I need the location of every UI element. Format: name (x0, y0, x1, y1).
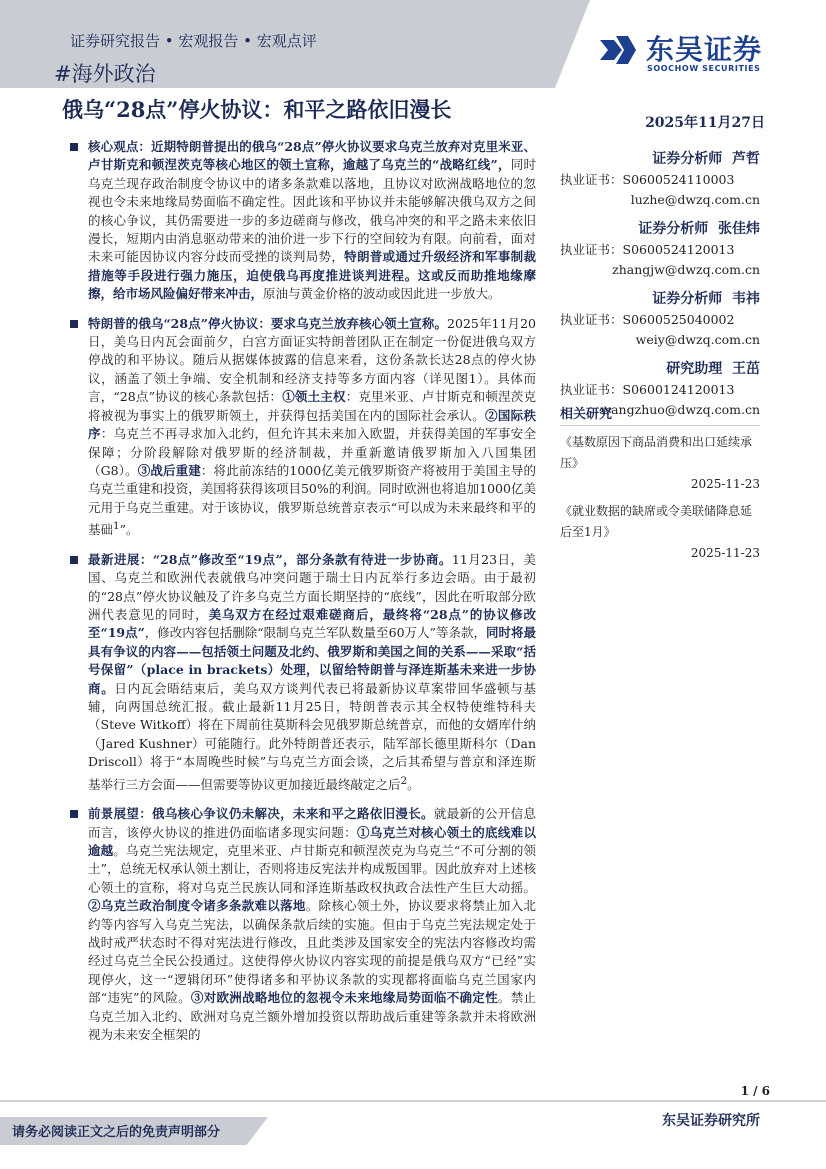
license-number: S0600124120013 (622, 382, 735, 397)
body-text: ：将此前冻结的1000亿美元俄罗斯资产将被用于美国主导的乌克兰重建和投资，美国将获得该项目50%的利润。同时欧洲也将追加1000亿美元用于乌克兰重建。对于该协议，俄罗斯总统普京表示“可以成为未来最终和平的基础 (88, 462, 536, 538)
analyst-card (560, 218, 760, 280)
section-core-view (70, 138, 536, 304)
numbered-point: ③战后重建 (137, 462, 201, 478)
body-text: 同时乌克兰现存政治制度令协议中的诸多条款难以落地，且协议对欧洲战略地位的忽视也令未来地缘局势面临不确定性。因此该和平协议并未能够解决俄乌双方之间的核心争议，其仍需要进一步的多边磋商与修改，俄乌冲突的和平之路未来依旧漫长，短期内由消息驱动带来的油价进一步下行的空间较为有限。向前看，面对未来可能因协议内容分歧而受挫的谈判局势， (88, 157, 536, 265)
header-band-diagonal (520, 0, 590, 88)
analyst-license (560, 310, 760, 330)
footer-org: 东吴证券研究所 (662, 1113, 760, 1129)
footer-disclaimer: 请务必阅读正文之后的免责声明部分 (12, 1125, 221, 1140)
analyst-role: 证券分析师 (652, 291, 723, 307)
license-number: S0600524110003 (622, 172, 735, 187)
page-number: 1 / 6 (740, 1084, 770, 1098)
analyst-card (560, 148, 760, 210)
section-lead: 核心观点： (88, 139, 152, 154)
analyst-role: 研究助理 (666, 361, 723, 377)
analyst-name: 韦祎 (732, 291, 760, 307)
logo-name-en: SOOCHOW SECURITIES (647, 64, 761, 73)
analyst-email[interactable]: luzhe@dwzq.com.cn (630, 192, 760, 207)
section-latest (70, 551, 536, 794)
highlight-text: 同时将最具有争议的内容——包括领土问题及北约、俄罗斯和美国之间的关系——采取“括号保留”（place in brackets）处理，以留给特朗普与泽连斯基未来进一步协商。 (88, 625, 536, 696)
highlight-text: 美乌双方在经过艰难磋商后，最终将“28点”的协议修改至“19点” (88, 606, 536, 641)
license-label: 执业证书： (560, 312, 623, 327)
body-text: 。除核心领土外，协议要求将禁止加入北约等内容写入乌克兰宪法，以确保条款后续的实施。但由于乌克兰宪法规定处于战时戒严状态时不得对宪法进行修改，且此类涉及国家安全的宪法内容修改均需经过乌克兰全民公投通过。这使得停火协议内容实现的前提是俄乌双方“已经”实现停火，这一“逻辑闭环”使得诸多和平协议条款的实现都将面临乌克兰国家内部“违宪”的风险。 (88, 898, 536, 1006)
report-title: 俄乌“28点”停火协议：和平之路依旧漫长 (62, 97, 452, 122)
footer-divider (0, 1100, 826, 1102)
body-text: 11月23日，美国、乌克兰和欧洲代表就俄乌冲突问题于瑞士日内瓦举行多边会晤。由于最初的“28点”停火协议触及了许多乌克兰方面长期坚持的“底线”，因此在听取部分欧洲代表意见的同时， (88, 551, 537, 622)
body-text: 日内瓦会晤结束后，美乌双方谈判代表已将最新协议草案带回华盛顿与基辅，向两国总统汇报。截止最新11月25日，特朗普表示其全权特使维特科夫（Steve Witkoff）将在下周前往莫斯科会见俄罗斯总统普京，而他的女婿库什纳（Jared Kushner）可能随行。此外特朗普还表示，陆军部长德里斯科尔（Dan Driscoll）将于“本周晚些时候”与乌克兰方面会谈，之后其希望与普京和泽连斯基举行三方会面——但需要等协议更加接近最终敲定之后 (88, 680, 536, 792)
report-date: 2025年11月27日 (645, 115, 765, 131)
related-research (560, 404, 760, 570)
analyst-role-name (560, 218, 760, 240)
footnote-ref[interactable]: 1 (113, 520, 120, 533)
analyst-email[interactable]: zhangjw@dwzq.com.cn (612, 262, 760, 277)
logo-mark-icon (596, 30, 638, 72)
license-number: S0600525040002 (622, 312, 735, 327)
analyst-role-name (560, 358, 760, 380)
body-text: 。乌克兰宪法规定，克里米亚、卢甘斯克和顿涅茨克为乌克兰“不可分割的领土”，总统无权承认领土割让，否则将违反宪法并构成叛国罪。因此放弃对上述核心领土的宣称，将对乌克兰民族认同和泽连斯基政权执政合法性产生巨大动摇。 (88, 842, 536, 895)
analyst-email[interactable]: wangzhuo@dwzq.com.cn (600, 402, 760, 417)
highlight-text: 近期特朗普提出的俄乌“28点”停火协议要求乌克兰放弃对克里米亚、卢甘斯克和顿涅茨克等核心地区的领土宣称，逾越了乌克兰的“战略红线”， (88, 139, 536, 173)
company-logo (596, 30, 796, 80)
analyst-card (560, 288, 760, 350)
related-heading: 相关研究 (560, 404, 760, 426)
section-outlook (70, 805, 536, 1044)
section-lead: 前景展望：俄乌核心争议仍未解决，未来和平之路依旧漫长。 (88, 806, 434, 822)
bullet-square-icon (70, 810, 78, 818)
related-item-title[interactable]: 《就业数据的缺席或令美联储降息延后至1月》 (560, 504, 753, 539)
numbered-point: ③对欧洲战略地位的忽视令未来地缘局势面临不确定性 (190, 990, 498, 1006)
license-label: 执业证书： (560, 242, 623, 257)
section-agreement (70, 315, 536, 540)
analyst-license (560, 240, 760, 260)
numbered-point: ②乌克兰政治制度令诸多条款难以落地 (88, 898, 306, 914)
bullet-square-icon (70, 320, 78, 328)
analyst-email[interactable]: weiy@dwzq.com.cn (635, 332, 760, 347)
body-text: ”。 (119, 522, 139, 538)
related-item-date: 2025-11-23 (690, 477, 760, 491)
license-number: S0600524120013 (622, 242, 735, 257)
analyst-sidebar (560, 148, 760, 428)
body-text: ：乌克兰不再寻求加入北约，但允许其未来加入欧盟，并获得美国的军事安全保障；分阶段解除对俄罗斯的经济制裁，并重新邀请俄罗斯加入八国集团（G8）。 (88, 426, 536, 478)
topic-tag: #海外政治 (54, 62, 156, 86)
report-body (70, 138, 536, 1055)
section-lead: 最新进展：“28点”修改至“19点”，部分条款有待进一步协商。 (88, 551, 452, 567)
analyst-license (560, 170, 760, 190)
body-text: ，修改内容包括删除“限制乌克兰军队数量至60万人”等条款， (144, 625, 486, 641)
highlight-text: 特朗普或通过升级经济和军事制裁措施等手段进行强力施压，迫使俄乌再度推进谈判进程。这或反而助推地缘摩擦，给市场风险偏好带来冲击， (88, 249, 536, 302)
analyst-license (560, 380, 760, 400)
numbered-point: ①乌克兰对核心领土的底线难以逾越 (88, 824, 536, 858)
analyst-role: 证券分析师 (652, 151, 723, 167)
numbered-point: ①领土主权 (282, 389, 346, 405)
section-lead: 特朗普的俄乌“28点”停火协议：要求乌克兰放弃核心领土宣称。 (88, 315, 448, 331)
body-text: ：克里米亚、卢甘斯克和顿涅茨克将被视为事实上的俄罗斯领土，并获得包括美国在内的国际社会承认。 (88, 389, 536, 423)
logo-name-cn: 东吴证券 (646, 33, 763, 66)
body-text: 就最新的公开信息而言，该停火协议的推进仍面临诸多现实问题： (88, 806, 536, 840)
analyst-role-name (560, 288, 760, 310)
body-text: 。 (407, 776, 420, 792)
footnote-ref[interactable]: 2 (400, 774, 408, 787)
bullet-square-icon (70, 556, 78, 564)
analyst-name: 王茁 (732, 361, 760, 377)
analyst-name: 芦哲 (732, 151, 760, 167)
related-item-date: 2025-11-23 (690, 546, 760, 560)
analyst-name: 张佳炜 (718, 221, 760, 237)
analyst-role-name (560, 148, 760, 170)
license-label: 执业证书： (560, 382, 623, 397)
body-text: 2025年11月20日，美乌日内瓦会面前夕，白宫方面证实特朗普团队正在制定一份促进俄乌双方停战的和平协议。随后从据媒体披露的信息来看，这份条款长达28点的停火协议，涵盖了领土争端、安全机制和经济支持等多方面内容（详见图1）。具体而言，“28点”协议的核心条款包括： (88, 315, 536, 405)
body-text: 原油与黄金价格的波动或因此进一步放大。 (263, 286, 501, 302)
breadcrumb: 证券研究报告 • 宏观报告 • 宏观点评 (70, 32, 317, 50)
numbered-point: ②国际秩序 (88, 407, 536, 442)
related-item-title[interactable]: 《基数原因下商品消费和出口延续承压》 (560, 435, 753, 470)
body-text: 。禁止乌克兰加入北约、欧洲对乌克兰额外增加投资以帮助战后重建等条款并未将欧洲视为未来安全框架的 (88, 990, 536, 1042)
bullet-square-icon (70, 143, 78, 151)
license-label: 执业证书： (560, 172, 623, 187)
analyst-role: 证券分析师 (638, 221, 709, 237)
